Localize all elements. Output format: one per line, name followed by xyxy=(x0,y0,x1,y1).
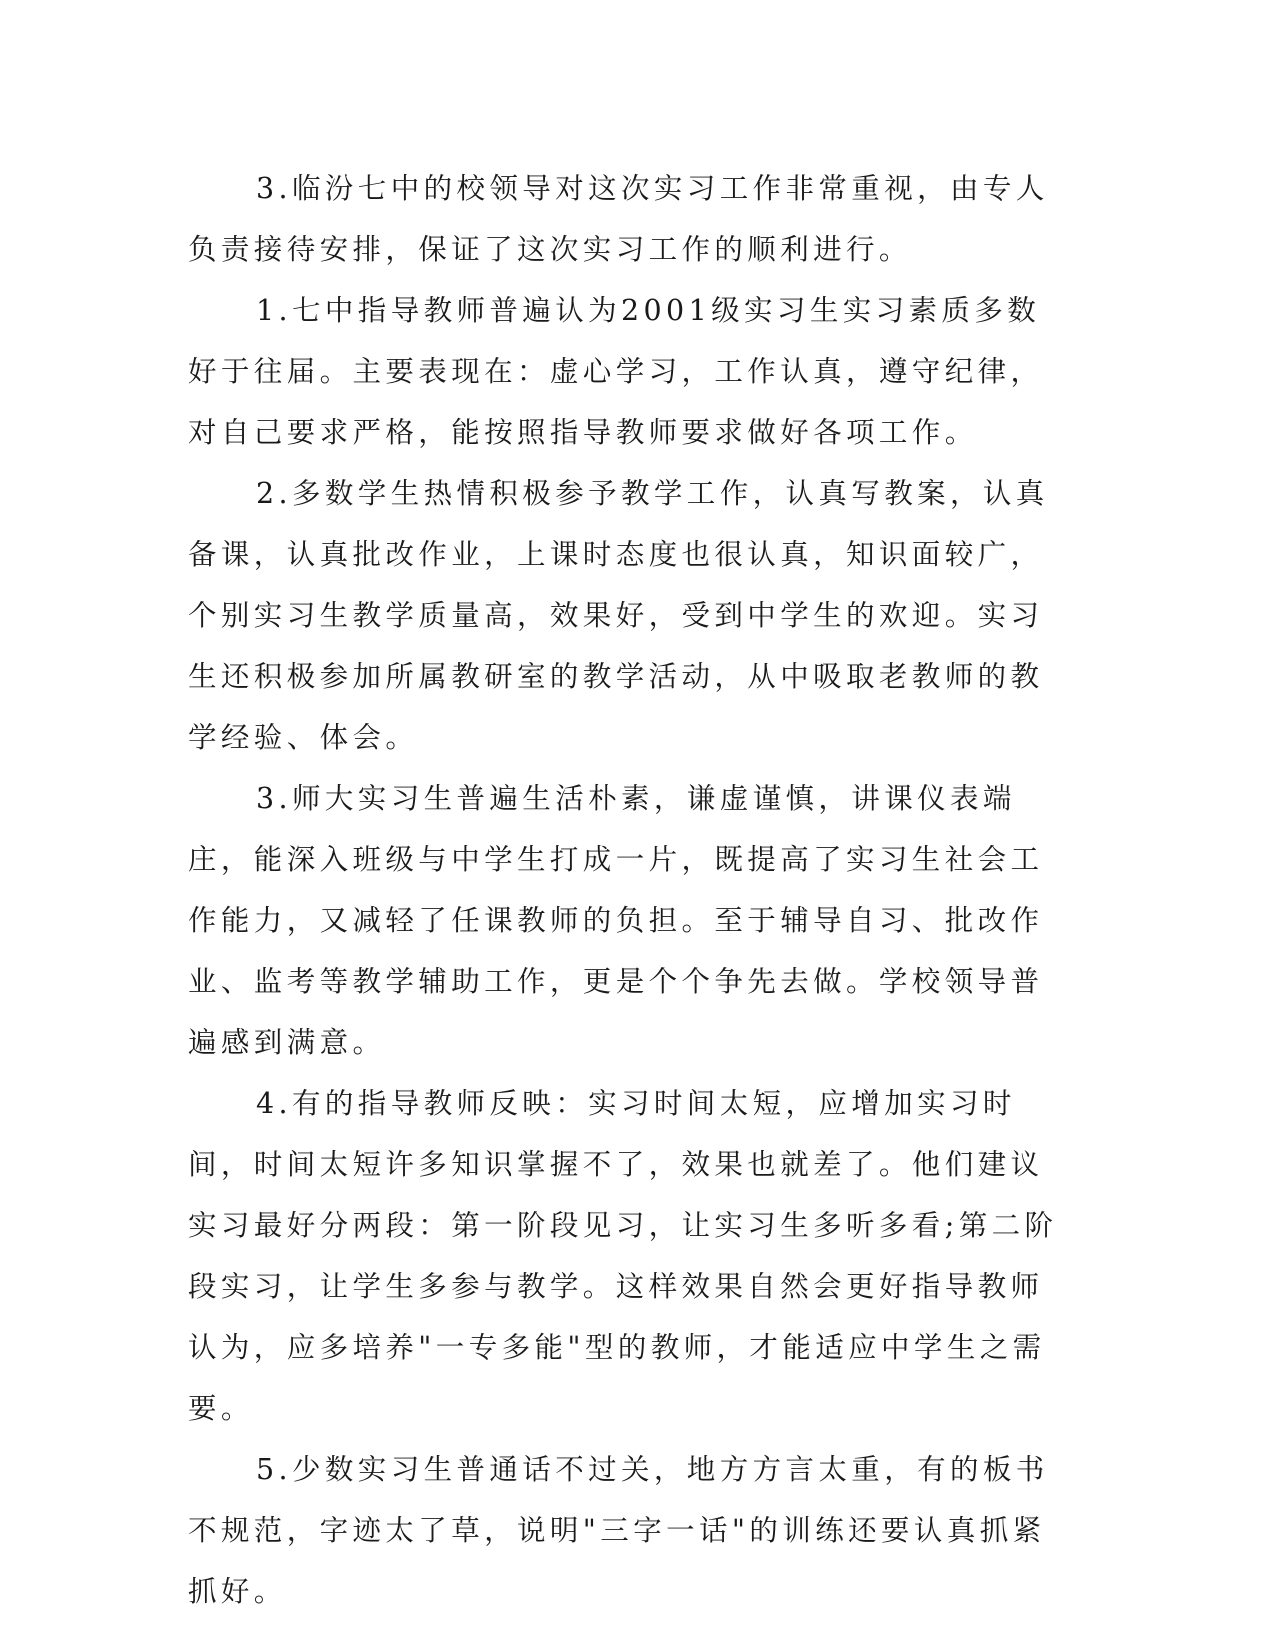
paragraph-internship-duration: 4.有的指导教师反映：实习时间太短，应增加实习时间，时间太短许多知识掌握不了，效果也就差了。他们建议实习最好分两段：第一阶段见习，让实习生多听多看;第二阶段实习，让学生多参与教学。这样效果自然会更好指导教师认为，应多培养"一专多能"型的教师，才能适应中学生之需要。 xyxy=(188,1087,1058,1425)
paragraph-teaching-participation: 2.多数学生热情积极参予教学工作，认真写教案，认真备课，认真批改作业，上课时态度也很认真，知识面较广，个别实习生教学质量高，效果好，受到中学生的欢迎。实习生还积极参加所属教研室的教学活动，从中吸取老教师的教学经验、体会。 xyxy=(188,477,1049,754)
paragraph-language-skills: 5.少数实习生普通话不过关，地方方言太重，有的板书不规范，字迹太了草，说明"三字一话"的训练还要认真抓紧抓好。 xyxy=(188,1453,1049,1608)
paragraph-school-leadership: 3.临汾七中的校领导对这次实习工作非常重视，由专人负责接待安排，保证了这次实习工作的顺利进行。 xyxy=(188,172,1049,266)
paragraph-student-conduct: 3.师大实习生普遍生活朴素，谦虚谨慎，讲课仪表端庄，能深入班级与中学生打成一片，既提高了实习生社会工作能力，又减轻了任课教师的负担。至于辅导自习、批改作业、监考等教学辅助工作，更是个个争先去做。学校领导普遍感到满意。 xyxy=(188,782,1044,1059)
document-body xyxy=(188,158,1068,1622)
paragraph-teacher-assessment: 1.七中指导教师普遍认为2001级实习生实习素质多数好于往届。主要表现在：虚心学习，工作认真，遵守纪律，对自己要求严格，能按照指导教师要求做好各项工作。 xyxy=(188,294,1044,449)
